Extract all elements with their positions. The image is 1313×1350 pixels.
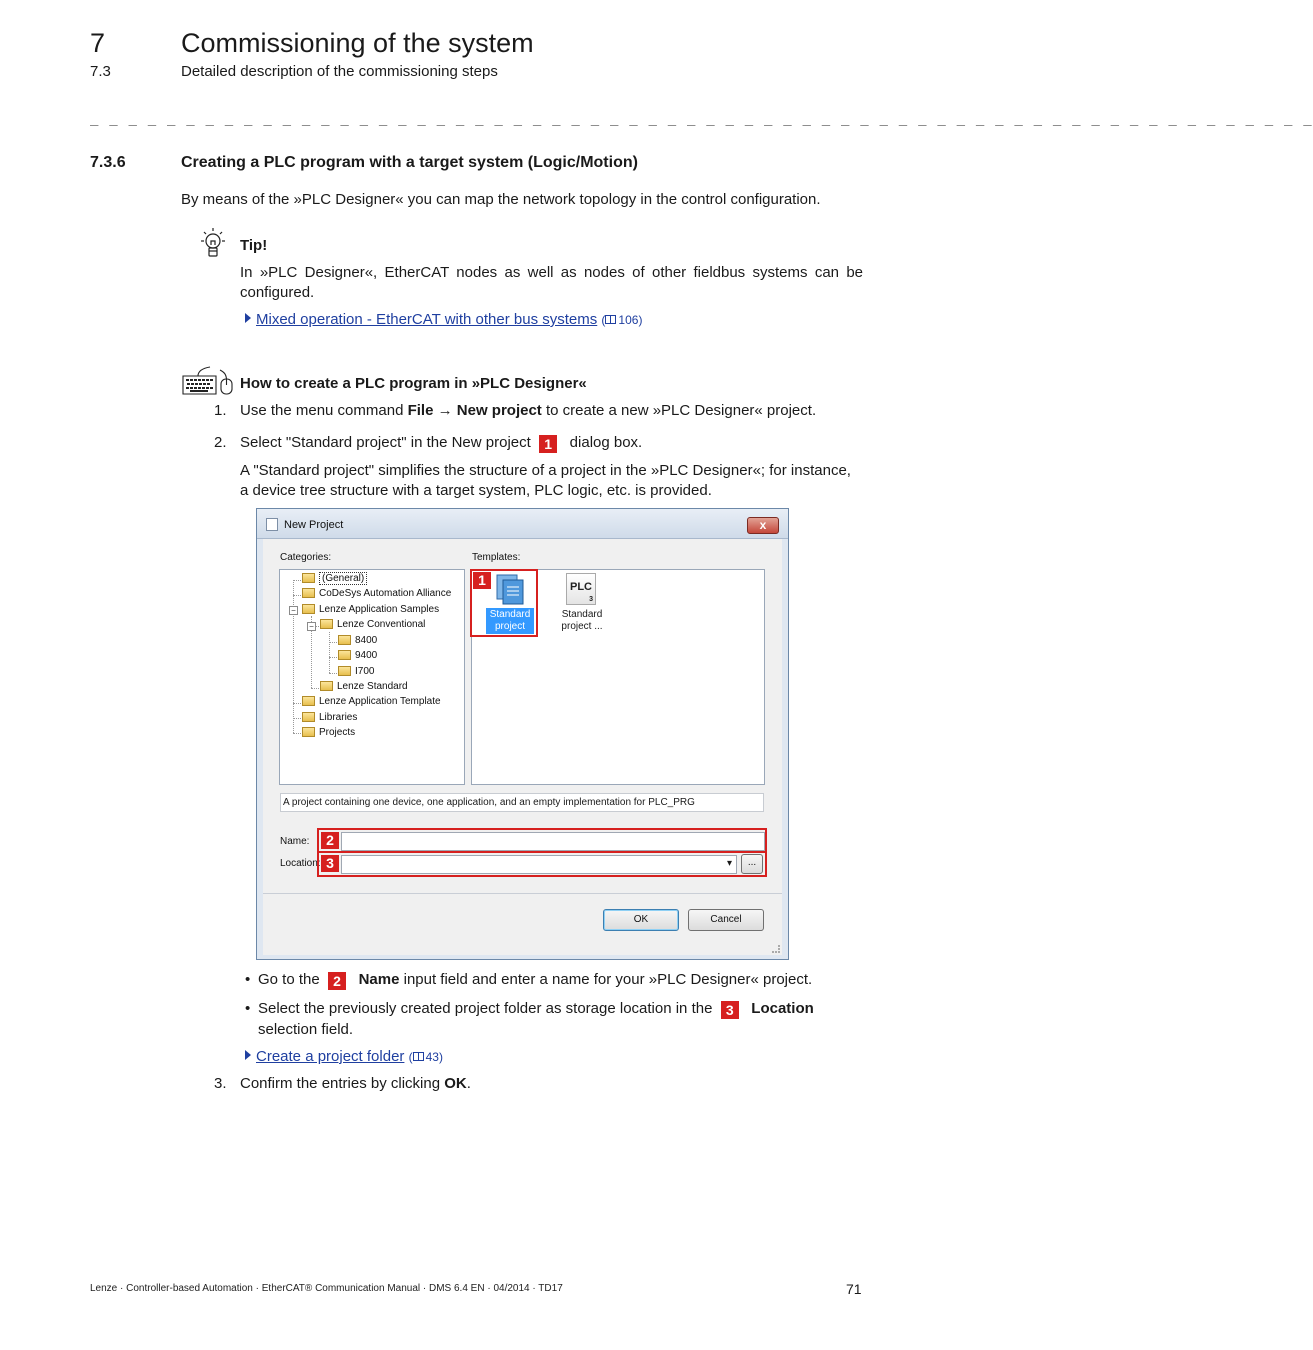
bullet-2-continuation: selection field. (258, 1021, 354, 1038)
step-2-text: Select "Standard project" in the New project 1 dialog box. (240, 434, 643, 452)
step-2-note: A "Standard project" simplifies the structure of a project in the »PLC Designer«; for instance, a device tree structure with a target system, PLC logic, etc. is provided. (240, 462, 851, 499)
tree-item-9400[interactable]: 9400 (338, 650, 377, 661)
arrow-right-icon (245, 313, 251, 323)
header-separator: _ _ _ _ _ _ _ _ _ _ _ _ _ _ _ _ _ _ _ _ _ _ _ _ _ _ _ _ _ _ _ _ _ _ _ _ _ _ _ _ _ _ _ _ _ _ _ _ _ _ _ _ _ _ _ _ _ _ _ _ _ _ _ _ (90, 110, 1313, 126)
folder-icon (320, 619, 333, 629)
location-label: Location: (280, 858, 321, 869)
bullet-1-text: Go to the 2 Name input field and enter a name for your »PLC Designer« project. (258, 971, 813, 989)
subsection-title: Creating a PLC program with a target system (Logic/Motion) (181, 154, 638, 171)
subsection-number: 7.3.6 (90, 154, 126, 171)
folder-icon (302, 604, 315, 614)
tip-heading: Tip! (240, 237, 268, 254)
tree-item-i700[interactable]: I700 (338, 666, 374, 677)
dialog-titlebar (257, 509, 788, 539)
cancel-button[interactable]: Cancel (688, 909, 764, 931)
book-icon (413, 1052, 424, 1061)
tip-text: In »PLC Designer«, EtherCAT nodes as well as nodes of other fieldbus systems can be configured. (240, 264, 863, 301)
step-2-number: 2. (214, 434, 227, 451)
mixed-operation-link[interactable]: Mixed operation - EtherCAT with other bus systems (256, 311, 598, 328)
bullet-dot: • (245, 971, 251, 988)
collapse-icon[interactable]: − (307, 622, 316, 631)
callout-badge-1: 1 (539, 435, 557, 453)
step-3-text: Confirm the entries by clicking OK. (240, 1075, 471, 1092)
tree-item-codesys[interactable]: CoDeSys Automation Alliance (302, 588, 451, 599)
folder-icon (302, 588, 315, 598)
tree-item-general[interactable]: (General) (302, 573, 367, 584)
folder-icon (302, 712, 315, 722)
page-reference[interactable]: ( 106) (601, 313, 643, 327)
page-number: 71 (846, 1281, 862, 1297)
name-label: Name: (280, 836, 310, 847)
folder-icon (338, 666, 351, 676)
tree-item-lenze-app-template[interactable]: Lenze Application Template (302, 696, 441, 707)
keyboard-mouse-icon (180, 366, 236, 398)
template-standard-project-plc-label: Standard project ... (561, 609, 603, 632)
callout-badge-3: 3 (721, 1001, 739, 1019)
section-title: Detailed description of the commissioning steps (181, 63, 498, 80)
folder-icon (302, 696, 315, 706)
chapter-number: 7 (90, 28, 106, 58)
page-footer: Lenze · Controller-based Automation · EtherCAT® Communication Manual · DMS 6.4 EN · 04/2014 · TD17 (90, 1283, 563, 1294)
chevron-down-icon: ▾ (726, 858, 732, 869)
callout-badge-2: 2 (328, 972, 346, 990)
resize-grip-icon[interactable] (772, 945, 780, 953)
categories-tree[interactable] (279, 569, 465, 785)
intro-paragraph: By means of the »PLC Designer« you can map the network topology in the control configuration. (181, 191, 821, 208)
tree-item-projects[interactable]: Projects (302, 727, 355, 738)
callout-tag-3: 3 (321, 855, 339, 872)
collapse-icon[interactable]: − (289, 606, 298, 615)
chapter-title: Commissioning of the system (181, 28, 534, 58)
folder-icon (302, 727, 315, 737)
tree-item-lenze-app-samples[interactable]: Lenze Application Samples (302, 604, 439, 615)
plc-icon: PLC 3 (566, 573, 596, 605)
folder-icon (338, 650, 351, 660)
howto-heading: How to create a PLC program in »PLC Designer« (240, 375, 587, 392)
new-project-dialog (256, 508, 789, 960)
document-icon (266, 518, 278, 531)
tree-item-libraries[interactable]: Libraries (302, 712, 357, 723)
tree-item-lenze-conventional[interactable]: Lenze Conventional (320, 619, 425, 630)
bullet-2-text: Select the previously created project folder as storage location in the 3 Location (258, 1000, 814, 1018)
callout-tag-2: 2 (321, 832, 339, 849)
page-reference[interactable]: ( 43) (408, 1050, 443, 1064)
tree-item-8400[interactable]: 8400 (338, 635, 377, 646)
ok-button[interactable]: OK (603, 909, 679, 931)
templates-label: Templates: (472, 552, 521, 563)
arrow-right-icon (245, 1050, 251, 1060)
categories-label: Categories: (280, 552, 332, 563)
project-folder-link-row (245, 1047, 443, 1067)
step-3-number: 3. (214, 1075, 227, 1092)
dialog-title: New Project (284, 519, 344, 531)
step-1-number: 1. (214, 402, 227, 419)
lightbulb-icon (196, 226, 230, 260)
template-standard-project-label: Standard project (486, 608, 534, 634)
book-icon (605, 315, 616, 324)
browse-button[interactable]: ... (741, 854, 763, 874)
bullet-dot: • (245, 1000, 251, 1017)
folder-icon (320, 681, 333, 691)
template-description: A project containing one device, one application, and an empty implementation for PLC_PRG (280, 793, 764, 812)
folder-icon (302, 573, 315, 583)
template-standard-project-plc[interactable] (556, 573, 608, 635)
tip-link-row (245, 310, 642, 330)
close-button[interactable]: x (747, 517, 779, 534)
create-project-folder-link[interactable]: Create a project folder (256, 1048, 405, 1065)
callout-tag-1: 1 (473, 572, 491, 589)
section-number: 7.3 (90, 63, 111, 80)
folder-icon (338, 635, 351, 645)
step-1-text: Use the menu command File → New project to create a new »PLC Designer« project. (240, 402, 817, 419)
tree-item-lenze-standard[interactable]: Lenze Standard (320, 681, 408, 692)
